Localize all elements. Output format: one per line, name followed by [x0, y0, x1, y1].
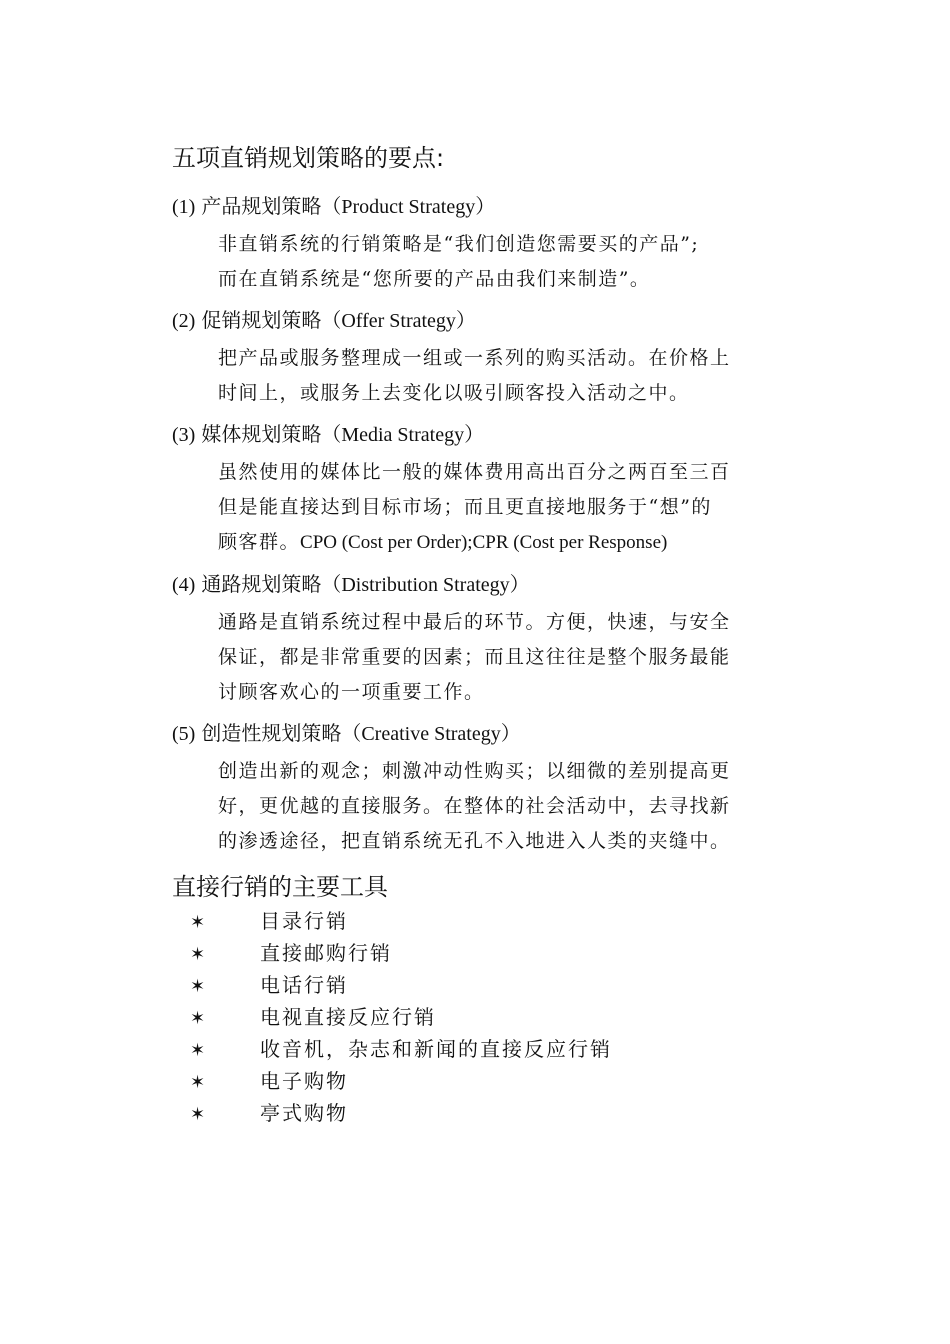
- list-item: [190, 937, 790, 969]
- star-bullet-icon: ✶: [190, 1072, 206, 1093]
- strategy-title-cn: 通路规划策略: [201, 572, 322, 596]
- strategy-title-en: （Distribution Strategy）: [321, 574, 530, 596]
- body-line: [218, 525, 778, 560]
- strategy-section-distribution: [172, 571, 792, 710]
- strategy-title-en: （Media Strategy）: [321, 424, 485, 446]
- strategy-body: [218, 605, 778, 710]
- strategy-title: [172, 421, 792, 447]
- body-line: 保证，都是非常重要的因素；而且这往往是整个服务最能: [218, 646, 731, 668]
- strategy-number: (4): [172, 574, 196, 596]
- star-bullet-icon: ✶: [190, 1008, 206, 1029]
- star-bullet-icon: ✶: [190, 1040, 206, 1061]
- star-bullet-icon: ✶: [190, 976, 206, 997]
- strategy-body: [218, 341, 778, 411]
- strategy-number: (1): [172, 196, 196, 218]
- list-item: [190, 1065, 790, 1097]
- body-line: 通路是直销系统过程中最后的环节。方便，快速，与安全: [218, 611, 731, 633]
- strategy-body: [218, 227, 778, 297]
- strategy-title: [172, 571, 792, 597]
- body-line: 好，更优越的直接服务。在整体的社会活动中，去寻找新: [218, 795, 731, 817]
- tools-heading: 直接行销的主要工具: [172, 873, 388, 901]
- list-item: [190, 1001, 790, 1033]
- strategy-number: (2): [172, 310, 196, 332]
- body-line: 讨顾客欢心的一项重要工作。: [218, 681, 485, 703]
- strategy-title: [172, 307, 792, 333]
- body-line: 时间上，或服务上去变化以吸引顾客投入活动之中。: [218, 382, 690, 404]
- strategy-title-cn: 创造性规划策略: [201, 721, 342, 745]
- star-bullet-icon: ✶: [190, 1104, 206, 1125]
- body-line: 的渗透途径，把直销系统无孔不入地进入人类的夹缝中。: [218, 830, 731, 852]
- strategy-section-creative: [172, 720, 792, 859]
- page-heading: 五项直销规划策略的要点:: [172, 144, 445, 172]
- body-line: 创造出新的观念；刺激冲动性购买；以细微的差别提高更: [218, 760, 731, 782]
- body-line: 非直销系统的行销策略是“我们创造您需要买的产品”;: [218, 233, 700, 255]
- body-line-latin: CPO (Cost per Order);CPR (Cost per Response): [300, 532, 668, 553]
- strategy-section-product: [172, 193, 792, 297]
- body-line-cn: 顾客群。: [218, 531, 301, 553]
- strategy-title: [172, 720, 792, 746]
- list-item: [190, 905, 790, 937]
- strategy-body: [218, 455, 778, 560]
- strategy-number: (3): [172, 424, 196, 446]
- star-bullet-icon: ✶: [190, 912, 206, 933]
- strategy-title-cn: 产品规划策略: [201, 194, 322, 218]
- strategy-section-media: [172, 421, 792, 560]
- body-line: 但是能直接达到目标市场；而且更直接地服务于“想”的: [218, 496, 712, 518]
- list-item: [190, 1097, 790, 1129]
- tool-label: 亭式购物: [260, 1101, 348, 1125]
- strategy-number: (5): [172, 723, 196, 745]
- body-line: 把产品或服务整理成一组或一系列的购买活动。在价格上: [218, 347, 731, 369]
- body-line: 虽然使用的媒体比一般的媒体费用高出百分之两百至三百: [218, 461, 731, 483]
- strategy-title-cn: 媒体规划策略: [201, 422, 322, 446]
- star-bullet-icon: ✶: [190, 944, 206, 965]
- tool-label: 电话行销: [260, 973, 348, 997]
- tool-label: 电视直接反应行销: [260, 1005, 436, 1029]
- strategy-body: [218, 754, 778, 859]
- strategy-title-en: （Creative Strategy）: [341, 723, 521, 745]
- strategy-section-offer: [172, 307, 792, 411]
- tools-list: [190, 905, 790, 1129]
- strategy-title-en: （Offer Strategy）: [321, 310, 476, 332]
- list-item: [190, 1033, 790, 1065]
- tool-label: 直接邮购行销: [260, 941, 392, 965]
- tool-label: 目录行销: [260, 909, 348, 933]
- tool-label: 收音机，杂志和新闻的直接反应行销: [260, 1037, 612, 1061]
- strategy-title-en: （Product Strategy）: [321, 196, 496, 218]
- tool-label: 电子购物: [260, 1069, 348, 1093]
- list-item: [190, 969, 790, 1001]
- body-line: 而在直销系统是“您所要的产品由我们来制造”。: [218, 268, 651, 290]
- strategy-title-cn: 促销规划策略: [201, 308, 322, 332]
- strategy-title: [172, 193, 792, 219]
